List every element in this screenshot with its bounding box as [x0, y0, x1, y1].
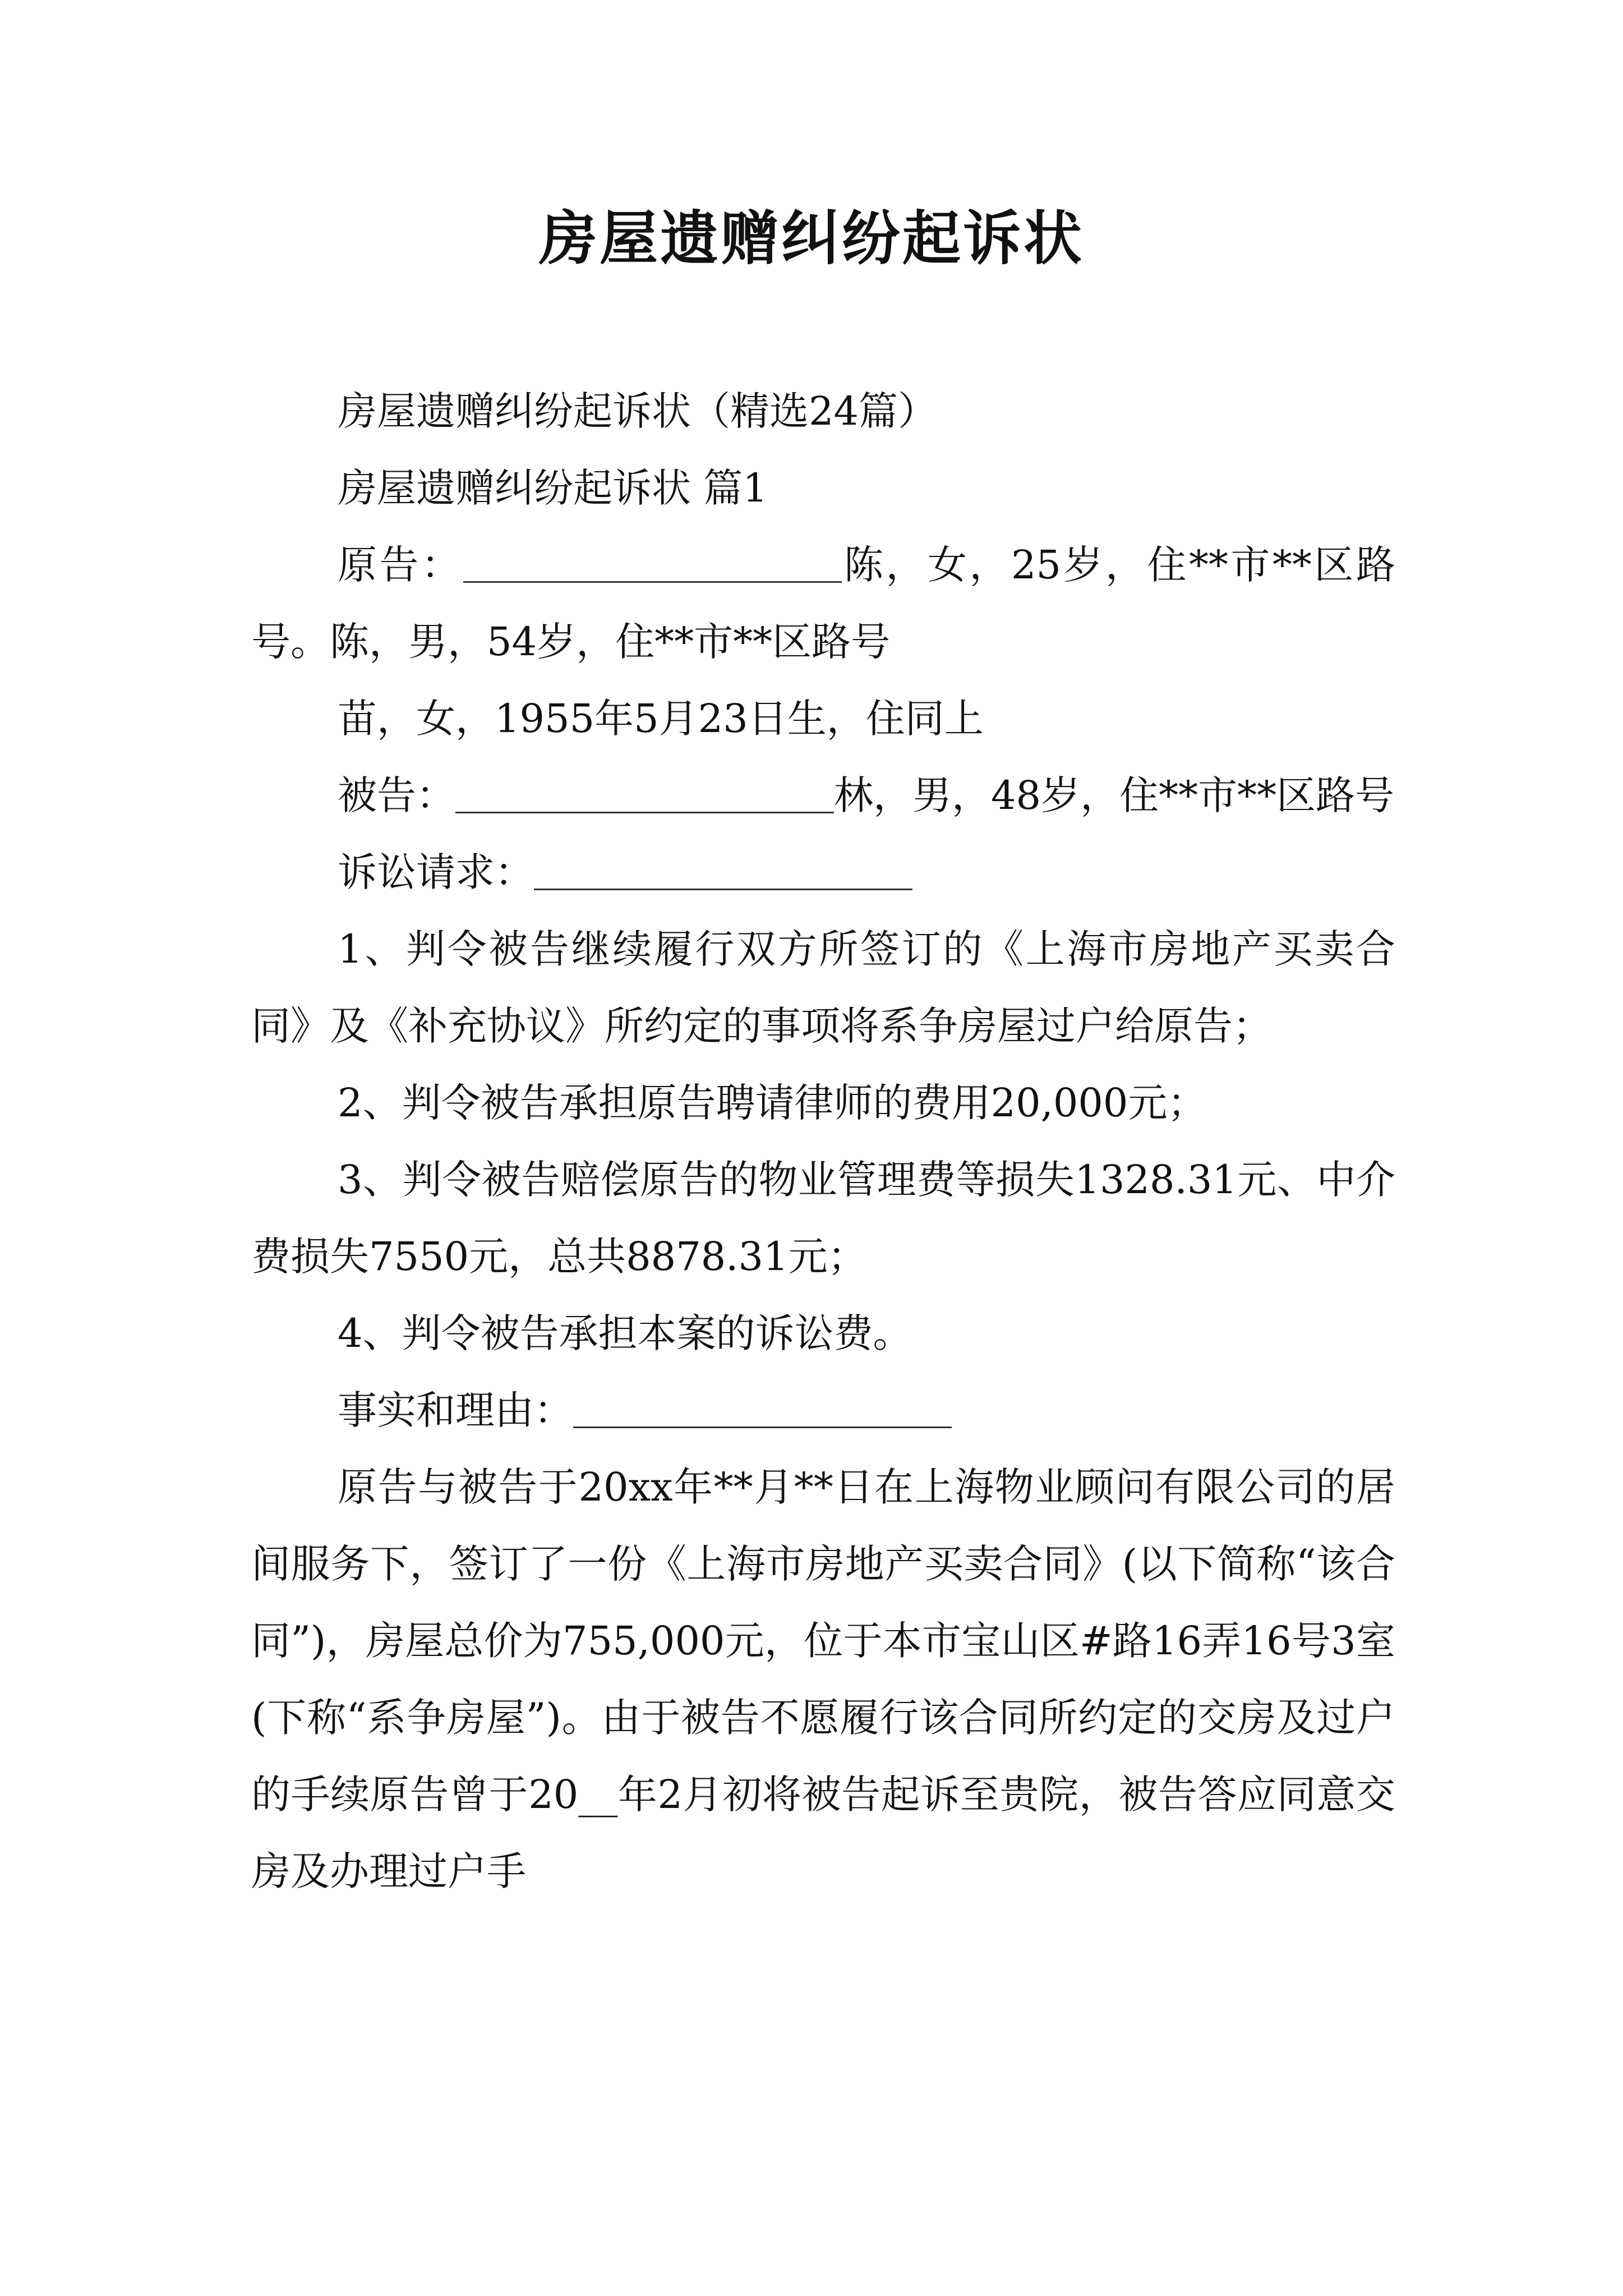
paragraph-plaintiff — [251, 527, 1395, 680]
paragraph-part-heading — [251, 450, 1395, 527]
facts-label: 事实和理由： — [338, 1387, 573, 1433]
paragraph-defendant — [251, 757, 1395, 834]
paragraph-text: 1、判令被告继续履行双方所签订的《上海市房地产买卖合同》及《补充协议》所约定的事项将系争房屋过户给原告； — [251, 926, 1395, 1049]
paragraph-text: 房屋遗赠纠纷起诉状（精选24篇） — [338, 388, 938, 434]
paragraph-claim-4 — [251, 1295, 1395, 1372]
paragraph-text: 林，男，48岁，住**市**区路号 — [834, 772, 1395, 818]
paragraph-facts-heading — [251, 1372, 1395, 1449]
paragraph-intro — [251, 373, 1395, 450]
paragraph-claim-3 — [251, 1142, 1395, 1295]
paragraph-text: 陈，女，25岁，住**市**区路号。陈，男，54岁，住**市**区路号 — [251, 542, 1396, 665]
plaintiff-label: 原告： — [338, 542, 463, 588]
paragraph-claim-1 — [251, 911, 1395, 1065]
paragraph-plaintiff-3 — [251, 680, 1395, 757]
document-body — [251, 373, 1395, 1910]
paragraph-text: 4、判令被告承担本案的诉讼费。 — [338, 1310, 912, 1356]
paragraph-text: 原告与被告于20xx年**月**日在上海物业顾问有限公司的居间服务下，签订了一份《上海市房地产买卖合同》(以下简称“该合同”)，房屋总价为755,000元，位于本市宝山区#路16弄16号3室(下称“系争房屋”)。由于被告不愿履行该合同所约定的交房及过户的手续原告曾于20__年2月初将被告起诉至贵院，被告答应同意交房及办理过户手 — [251, 1464, 1395, 1894]
paragraph-claims-heading — [251, 834, 1395, 911]
paragraph-text: 3、判令被告赔偿原告的物业管理费等损失1328.31元、中介费损失7550元，总共8878.31元； — [251, 1157, 1395, 1280]
paragraph-facts-1 — [251, 1449, 1395, 1910]
paragraph-text: 苗，女，1955年5月23日生，住同上 — [338, 696, 984, 742]
paragraph-text: 2、判令被告承担原告聘请律师的费用20,000元； — [338, 1080, 1207, 1126]
fill-in-blank — [534, 849, 912, 890]
fill-in-blank — [455, 772, 834, 813]
paragraph-claim-2 — [251, 1065, 1395, 1142]
document-title: 房屋遗赠纠纷起诉状 — [538, 204, 1084, 273]
fill-in-blank — [573, 1387, 952, 1428]
fill-in-blank — [463, 542, 842, 583]
claims-label: 诉讼请求： — [338, 849, 534, 895]
paragraph-text: 房屋遗赠纠纷起诉状 篇1 — [338, 465, 768, 511]
defendant-label: 被告： — [338, 772, 455, 818]
